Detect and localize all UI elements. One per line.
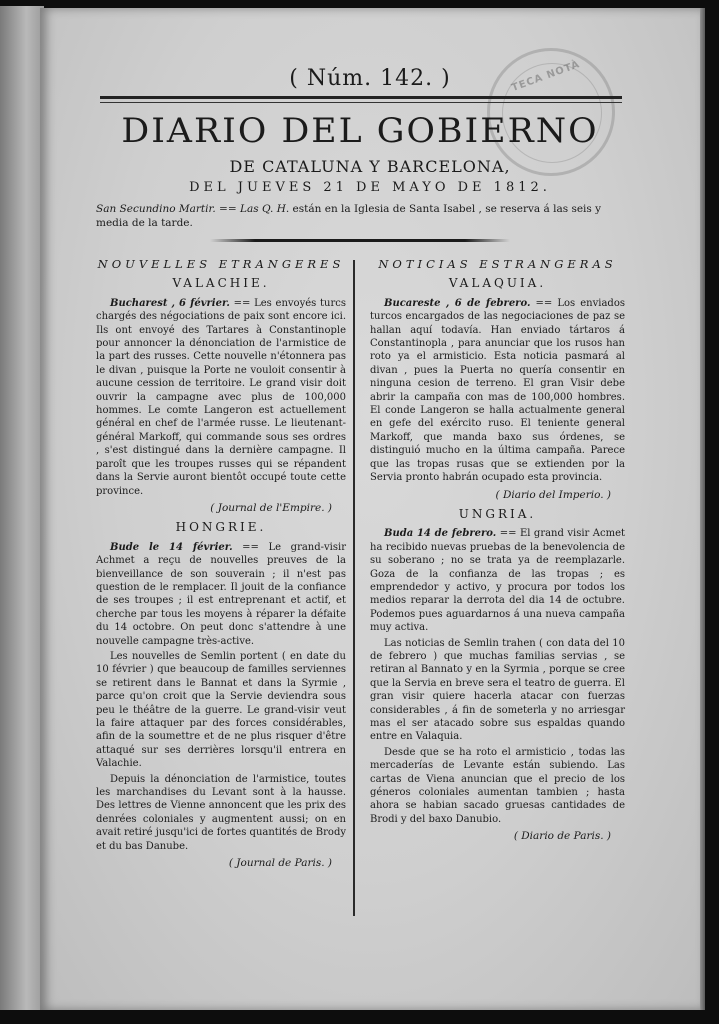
- article-paragraph: Buda 14 de febrero. == El grand visir Acmet ha recibido nuevas pruebas de la benevolencia de su soberano ; no se trata ya de reemplazarle. Goza de la confianza de las tropas ; es emprendedor y activo, y procura por todos los medios reparar la derrota del dia 14 de octubre. Podemos pues aguardarnos á una nueva campaña muy activa.: [370, 528, 626, 634]
- article-paragraph: Bude le 14 février. == Le grand-visir Achmet a reçu de nouvelles preuves de la bienveillance de son souverain ; il n'est pas question de le remplacer. Il jouit de la confiance de ses troupes ; il est entreprenant et actif, et cherche par tous les moyens à réparer la défaite du 14 octobre. On peut donc s'attendre à une nouvelle campagne très-active.: [96, 541, 346, 647]
- right-column: [370, 256, 625, 850]
- article-dateline: Bucharest , 6 février.: [110, 297, 230, 309]
- article-paragraph: Bucareste , 6 de febrero. == Los enviados turcos encargados de las negociaciones de paz se hallan aquí todavía. Han enviado tártaros á Constantinopla , para anunciar que los rusos han roto ya el armisticio. Esta noticia pasmará al divan , pues la Puerta no quería consentir en ninguna cesion de terreno. El gran Visir debe abrir la campaña con mas de 100,000 hombres. El conde Langeron se halla actualmente general en gefe del exército ruso. El teniente general Markoff, que manda baxo sus órdenes, se distinguió mucho en la última campaña. Parece que las tropas rusas que se extienden por la Servia pronto habrán ocupado esta provincia.: [370, 297, 625, 484]
- masthead-title: DIARIO DEL GOBIERNO: [121, 111, 599, 151]
- article-dateline: Bude le 14 février.: [110, 541, 233, 553]
- header-rule: [100, 96, 622, 99]
- left-column: [96, 256, 346, 876]
- article-paragraph: Desde que se ha roto el armisticio , todas las mercaderías de Levante están subiendo. Las cartas de Viena anuncian que el precio de los géneros coloniales aumentan tambien ; hasta ahora se habian sacado gruesas cantidades de Brodi y del baxo Danubio.: [370, 746, 625, 825]
- issue-date: DEL JUEVES 21 DE MAYO DE 1812.: [189, 180, 551, 195]
- country-heading: UNGRIA.: [458, 506, 537, 521]
- article-source: ( Diario de Paris. ): [513, 830, 611, 843]
- article-dateline: Bucareste , 6 de febrero.: [384, 297, 531, 309]
- country-heading: VALAQUIA.: [448, 276, 547, 291]
- saint-separator: ==: [219, 203, 237, 215]
- article-source: ( Journal de l'Empire. ): [210, 501, 332, 514]
- article-source: ( Journal de Paris. ): [228, 857, 332, 870]
- article-paragraph: Depuis la dénonciation de l'armistice, toutes les marchandises du Levant sont à la hausse. Des lettres de Vienne annoncent que les prix des denrées coloniales y augmentent aussi; on en avait retiré jusqu'ici de fortes quantités de Brody et du bas Danube.: [96, 773, 346, 852]
- newspaper-page: [40, 8, 700, 1010]
- stamp-text: TECA NOTÀ: [510, 59, 582, 94]
- article-source: ( Diario del Imperio. ): [495, 488, 611, 501]
- country-heading: VALACHIE.: [172, 276, 270, 291]
- article-dateline: Buda 14 de febrero.: [384, 528, 497, 540]
- issue-number: ( Núm. 142. ): [289, 66, 451, 91]
- article-paragraph: Les nouvelles de Semlin portent ( en date du 10 février ) que beaucoup de familles serviennes se retirent dans le Bannat et dans la Syrmie , parce qu'on croit que la Servie deviendra sous peu le théâtre de la guerre. Le grand-visir veut la faire attaquer par des forces considérables, afin de la soumettre et de ne plus risquer d'être attaqué sur ses derrières lorsqu'il entrera en Valachie.: [96, 650, 346, 770]
- masthead-subtitle: DE CATALUNA Y BARCELONA,: [229, 157, 511, 176]
- header-rule-thin: [100, 102, 622, 103]
- article-paragraph: Bucharest , 6 février. == Les envoyés turcs chargés des négociations de paix sont encore ici. Ils ont envoyé des Tartares à Constantinople pour annoncer la dénonciation de l'armistice de la part des russes. Cette nouvelle n'étonnera pas le divan , puisque la Porte ne vouloit consentir à aucune cession de territoire. Le grand visir doit ouvrir la campagne avec plus de 100,000 hommes. Le comte Langeron est actuellement général en chef de l'armée russe. Le lieutenant-général Markoff, qui commande sous ses ordres , s'est distingué dans la dernière campagne. Il paroît que les troupes russes qui se répandent dans la Servie auront bientôt occupé toute cette province.: [96, 297, 347, 497]
- saint-notice: [96, 202, 626, 230]
- section-heading: NOUVELLES ETRANGERES: [97, 257, 345, 271]
- country-heading: HONGRIE.: [175, 520, 267, 535]
- saint-hours: Las Q. H.: [239, 203, 290, 215]
- saint-text: están en la Iglesia de Santa Isabel , se reserva á las seis y media de la tarde.: [96, 203, 602, 229]
- ornamental-rule: [210, 239, 510, 242]
- article-paragraph: Las noticias de Semlin trahen ( con data del 10 de febrero ) que muchas familias servias , se retiran al Bannato y en la Syrmia , porque se cree que la Servia en breve sera el teatro de guerra. El gran visir quiere hacerla atacar con fuerzas considerables , á fin de someterla y no arriesgar mas el ser atacado sobre sus espaldas quando entre en Valaquia.: [370, 637, 625, 743]
- section-heading: NOTICIAS ESTRANGERAS: [378, 257, 617, 271]
- saint-name: San Secundino Martir.: [96, 203, 216, 215]
- column-divider: [353, 260, 355, 916]
- previous-page-edge: [0, 6, 44, 1010]
